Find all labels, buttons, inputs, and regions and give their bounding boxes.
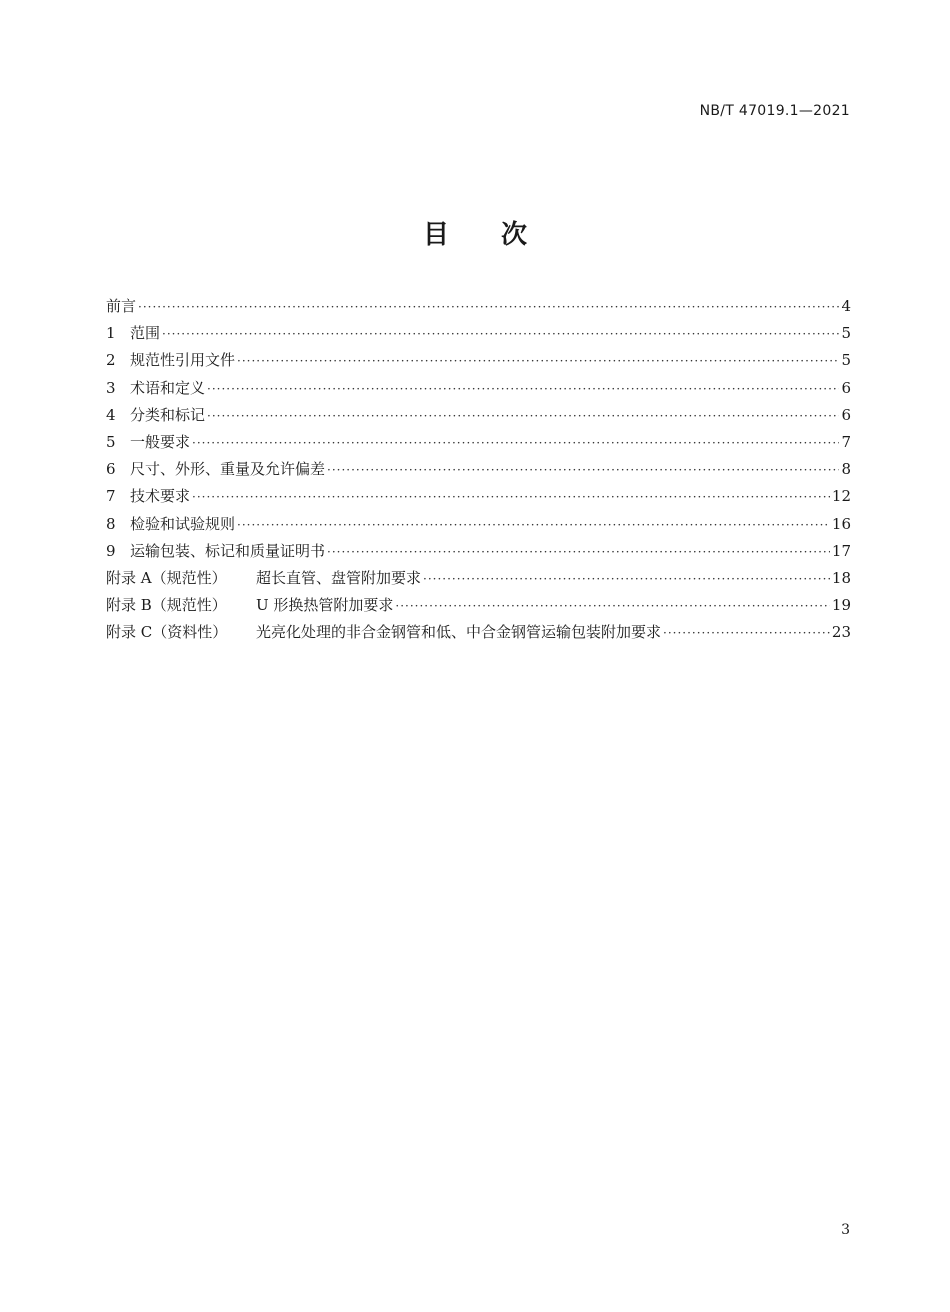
toc-entry-label: 运输包装、标记和质量证明书 <box>130 541 326 560</box>
annex-prefix: 附录 A（规范性） <box>106 568 227 587</box>
toc-entry-2[interactable] <box>106 349 851 376</box>
toc-entry-label: 超长直管、盘管附加要求 <box>256 568 422 587</box>
dot-leader <box>237 518 830 532</box>
toc-entry-page: 18 <box>831 568 851 587</box>
toc-entry-label: 前言 <box>106 297 137 315</box>
toc-entry-annex-a[interactable] <box>106 567 851 594</box>
dot-leader <box>327 545 830 559</box>
toc-entry-page: 12 <box>831 487 851 506</box>
toc-entry-8[interactable] <box>106 513 851 540</box>
toc-entry-label: 分类和标记 <box>130 405 206 424</box>
toc-entry-label: U 形换热管附加要求 <box>256 596 394 615</box>
dot-leader <box>162 327 839 341</box>
toc-entry-page: 7 <box>841 432 851 451</box>
toc-entry-number: 2 <box>106 351 116 370</box>
toc-entry-7[interactable] <box>106 485 851 512</box>
toc-entry-page: 19 <box>831 596 851 615</box>
annex-prefix: 附录 C（资料性） <box>106 623 228 642</box>
toc-entry-3[interactable] <box>106 377 851 404</box>
dot-leader <box>192 490 830 504</box>
toc-entry-5[interactable] <box>106 431 851 458</box>
toc-entry-label: 技术要求 <box>130 487 191 506</box>
dot-leader <box>207 409 839 423</box>
toc-heading <box>0 214 950 251</box>
dot-leader <box>395 599 829 613</box>
document-code: NB/T 47019.1—2021 <box>699 103 850 119</box>
toc-entry-foreword[interactable] <box>106 295 851 322</box>
toc-list <box>106 295 851 648</box>
dot-leader <box>138 300 839 314</box>
toc-entry-annex-b[interactable] <box>106 594 851 621</box>
toc-entry-page: 6 <box>841 378 851 397</box>
dot-leader <box>192 436 839 450</box>
toc-heading-char-1: 目 <box>422 220 449 250</box>
toc-entry-label: 术语和定义 <box>130 378 206 397</box>
toc-entry-number: 4 <box>106 405 116 424</box>
toc-entry-label: 范围 <box>130 324 161 343</box>
toc-entry-number: 8 <box>106 514 116 533</box>
toc-entry-annex-c[interactable] <box>106 621 851 648</box>
dot-leader <box>327 463 839 477</box>
toc-entry-page: 6 <box>841 405 851 424</box>
toc-entry-number: 7 <box>106 487 116 506</box>
toc-entry-page: 23 <box>831 623 851 642</box>
dot-leader <box>663 626 830 640</box>
dot-leader <box>237 354 839 368</box>
toc-entry-label: 规范性引用文件 <box>130 351 236 370</box>
toc-entry-page: 8 <box>841 460 851 479</box>
dot-leader <box>207 382 839 396</box>
toc-entry-label: 检验和试验规则 <box>130 514 236 533</box>
toc-entry-label: 尺寸、外形、重量及允许偏差 <box>130 460 326 479</box>
toc-entry-page: 17 <box>831 541 851 560</box>
toc-entry-page: 4 <box>841 297 851 315</box>
toc-entry-page: 5 <box>841 351 851 370</box>
toc-entry-number: 6 <box>106 460 116 479</box>
toc-entry-9[interactable] <box>106 540 851 567</box>
toc-entry-4[interactable] <box>106 404 851 431</box>
toc-entry-page: 5 <box>841 324 851 343</box>
toc-heading-char-2: 次 <box>501 220 528 250</box>
dot-leader <box>423 572 830 586</box>
page-number: 3 <box>841 1222 850 1238</box>
annex-prefix: 附录 B（规范性） <box>106 596 227 615</box>
toc-entry-label: 一般要求 <box>130 432 191 451</box>
toc-entry-number: 5 <box>106 432 116 451</box>
toc-entry-number: 3 <box>106 378 116 397</box>
toc-entry-1[interactable] <box>106 322 851 349</box>
toc-entry-number: 9 <box>106 541 116 560</box>
toc-entry-label: 光亮化处理的非合金钢管和低、中合金钢管运输包装附加要求 <box>256 623 662 642</box>
toc-entry-page: 16 <box>831 514 851 533</box>
toc-entry-6[interactable] <box>106 458 851 485</box>
toc-entry-number: 1 <box>106 324 116 343</box>
